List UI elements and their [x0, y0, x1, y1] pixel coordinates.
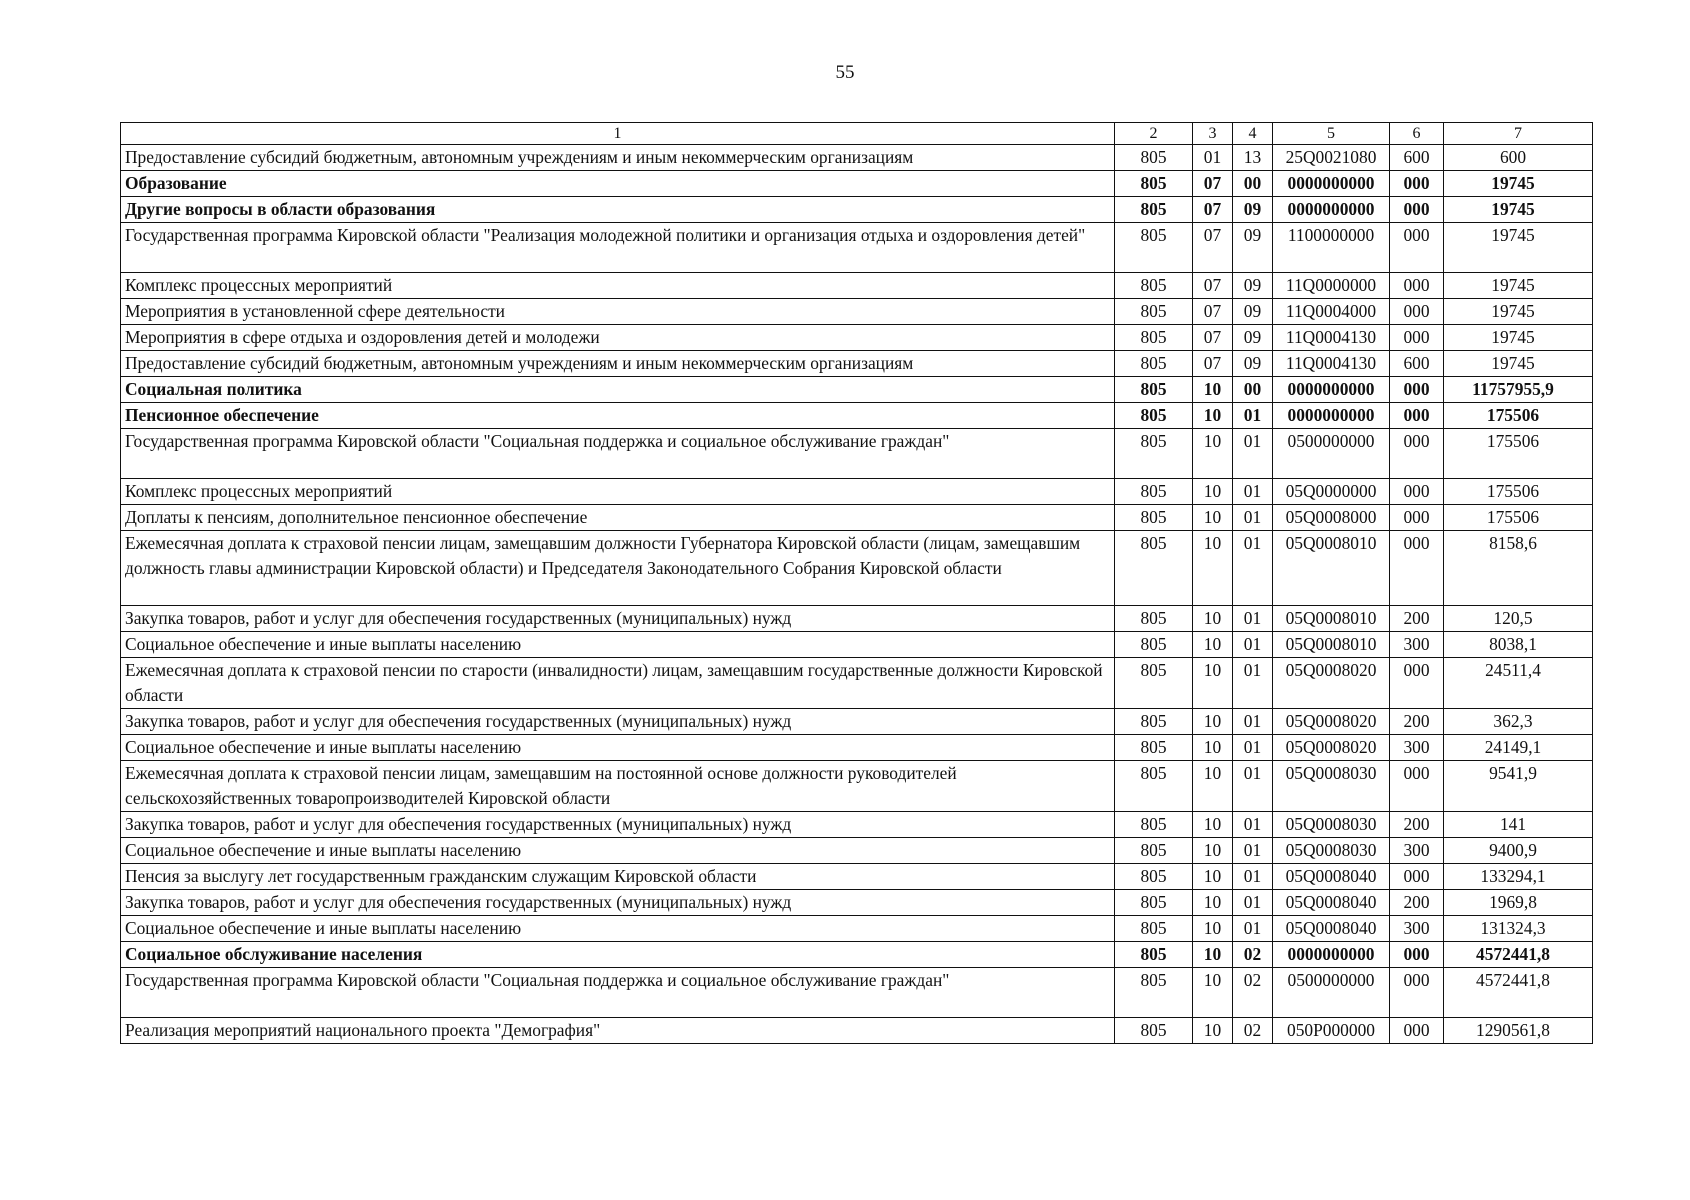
row-subsection-cell: 09 [1233, 223, 1273, 273]
row-name-cell: Закупка товаров, работ и услуг для обеспечения государственных (муниципальных) нужд [121, 606, 1115, 632]
row-expense-type-cell: 300 [1390, 838, 1444, 864]
row-amount-cell: 1969,8 [1444, 890, 1593, 916]
budget-table [120, 122, 1593, 1044]
row-section-cell: 07 [1193, 351, 1233, 377]
row-target-article-cell: 05Q0000000 [1273, 479, 1390, 505]
table-row [121, 606, 1593, 632]
row-section-cell: 10 [1193, 505, 1233, 531]
table-row [121, 916, 1593, 942]
table-row [121, 968, 1593, 1018]
row-amount-cell: 19745 [1444, 223, 1593, 273]
row-expense-type-cell: 000 [1390, 273, 1444, 299]
row-ministry-code-cell: 805 [1115, 812, 1193, 838]
row-target-article-cell: 05Q0008010 [1273, 531, 1390, 606]
row-target-article-cell: 1100000000 [1273, 223, 1390, 273]
row-section-cell: 10 [1193, 968, 1233, 1018]
table-row [121, 403, 1593, 429]
row-ministry-code-cell: 805 [1115, 916, 1193, 942]
row-name-cell: Доплаты к пенсиям, дополнительное пенсионное обеспечение [121, 505, 1115, 531]
row-ministry-code-cell: 805 [1115, 223, 1193, 273]
row-section-cell: 10 [1193, 403, 1233, 429]
row-target-article-cell: 05Q0008020 [1273, 735, 1390, 761]
row-target-article-cell: 11Q0004130 [1273, 325, 1390, 351]
row-subsection-cell: 01 [1233, 658, 1273, 709]
table-row [121, 838, 1593, 864]
row-section-cell: 07 [1193, 223, 1233, 273]
row-subsection-cell: 01 [1233, 429, 1273, 479]
row-subsection-cell: 09 [1233, 325, 1273, 351]
row-section-cell: 07 [1193, 325, 1233, 351]
row-subsection-cell: 02 [1233, 1018, 1273, 1044]
table-row [121, 658, 1593, 709]
row-amount-cell: 175506 [1444, 429, 1593, 479]
row-amount-cell: 24149,1 [1444, 735, 1593, 761]
row-target-article-cell: 0500000000 [1273, 968, 1390, 1018]
row-expense-type-cell: 200 [1390, 890, 1444, 916]
row-section-cell: 07 [1193, 197, 1233, 223]
row-ministry-code-cell: 805 [1115, 299, 1193, 325]
row-expense-type-cell: 200 [1390, 812, 1444, 838]
row-ministry-code-cell: 805 [1115, 709, 1193, 735]
row-ministry-code-cell: 805 [1115, 403, 1193, 429]
row-subsection-cell: 01 [1233, 838, 1273, 864]
table-row [121, 735, 1593, 761]
row-subsection-cell: 01 [1233, 606, 1273, 632]
row-amount-cell: 19745 [1444, 171, 1593, 197]
row-target-article-cell: 05Q0008030 [1273, 761, 1390, 812]
header-cell-4: 4 [1233, 123, 1273, 145]
row-subsection-cell: 01 [1233, 890, 1273, 916]
row-expense-type-cell: 000 [1390, 197, 1444, 223]
row-ministry-code-cell: 805 [1115, 942, 1193, 968]
row-amount-cell: 4572441,8 [1444, 942, 1593, 968]
row-section-cell: 10 [1193, 916, 1233, 942]
table-row [121, 351, 1593, 377]
row-amount-cell: 9541,9 [1444, 761, 1593, 812]
row-amount-cell: 11757955,9 [1444, 377, 1593, 403]
row-amount-cell: 141 [1444, 812, 1593, 838]
row-ministry-code-cell: 805 [1115, 325, 1193, 351]
row-subsection-cell: 01 [1233, 916, 1273, 942]
row-expense-type-cell: 000 [1390, 968, 1444, 1018]
row-name-cell: Другие вопросы в области образования [121, 197, 1115, 223]
row-subsection-cell: 09 [1233, 273, 1273, 299]
row-subsection-cell: 01 [1233, 709, 1273, 735]
row-name-cell: Социальное обеспечение и иные выплаты населению [121, 838, 1115, 864]
table-row [121, 325, 1593, 351]
row-name-cell: Социальное обеспечение и иные выплаты населению [121, 735, 1115, 761]
header-cell-3: 3 [1193, 123, 1233, 145]
row-expense-type-cell: 000 [1390, 1018, 1444, 1044]
row-ministry-code-cell: 805 [1115, 1018, 1193, 1044]
row-expense-type-cell: 000 [1390, 223, 1444, 273]
row-name-cell: Предоставление субсидий бюджетным, автономным учреждениям и иным некоммерческим организациям [121, 145, 1115, 171]
table-row [121, 505, 1593, 531]
row-amount-cell: 4572441,8 [1444, 968, 1593, 1018]
row-ministry-code-cell: 805 [1115, 632, 1193, 658]
row-amount-cell: 19745 [1444, 197, 1593, 223]
table-row [121, 429, 1593, 479]
row-name-cell: Закупка товаров, работ и услуг для обеспечения государственных (муниципальных) нужд [121, 890, 1115, 916]
row-expense-type-cell: 000 [1390, 429, 1444, 479]
row-section-cell: 10 [1193, 890, 1233, 916]
row-name-cell: Мероприятия в сфере отдыха и оздоровления детей и молодежи [121, 325, 1115, 351]
table-row [121, 171, 1593, 197]
row-name-cell: Пенсия за выслугу лет государственным гражданским служащим Кировской области [121, 864, 1115, 890]
row-name-cell: Социальное обслуживание населения [121, 942, 1115, 968]
row-expense-type-cell: 600 [1390, 351, 1444, 377]
row-subsection-cell: 01 [1233, 403, 1273, 429]
row-ministry-code-cell: 805 [1115, 351, 1193, 377]
row-target-article-cell: 0500000000 [1273, 429, 1390, 479]
header-cell-1: 1 [121, 123, 1115, 145]
row-target-article-cell: 05Q0008040 [1273, 890, 1390, 916]
row-subsection-cell: 01 [1233, 761, 1273, 812]
row-name-cell: Ежемесячная доплата к страховой пенсии лицам, замещавшим на постоянной основе должности руководителей сельскохозяйственных товаропроизводителей Кировской области [121, 761, 1115, 812]
row-name-cell: Комплекс процессных мероприятий [121, 479, 1115, 505]
row-ministry-code-cell: 805 [1115, 968, 1193, 1018]
row-target-article-cell: 25Q0021080 [1273, 145, 1390, 171]
row-amount-cell: 1290561,8 [1444, 1018, 1593, 1044]
row-name-cell: Государственная программа Кировской области "Социальная поддержка и социальное обслуживание граждан" [121, 429, 1115, 479]
row-section-cell: 10 [1193, 606, 1233, 632]
row-ministry-code-cell: 805 [1115, 479, 1193, 505]
row-expense-type-cell: 000 [1390, 377, 1444, 403]
row-ministry-code-cell: 805 [1115, 171, 1193, 197]
row-expense-type-cell: 300 [1390, 916, 1444, 942]
row-section-cell: 07 [1193, 171, 1233, 197]
row-subsection-cell: 01 [1233, 735, 1273, 761]
table-row [121, 145, 1593, 171]
row-amount-cell: 120,5 [1444, 606, 1593, 632]
row-section-cell: 10 [1193, 709, 1233, 735]
row-expense-type-cell: 000 [1390, 761, 1444, 812]
row-section-cell: 10 [1193, 377, 1233, 403]
row-section-cell: 10 [1193, 531, 1233, 606]
row-amount-cell: 133294,1 [1444, 864, 1593, 890]
row-target-article-cell: 0000000000 [1273, 403, 1390, 429]
row-ministry-code-cell: 805 [1115, 145, 1193, 171]
row-amount-cell: 175506 [1444, 479, 1593, 505]
row-subsection-cell: 09 [1233, 351, 1273, 377]
row-section-cell: 10 [1193, 942, 1233, 968]
row-section-cell: 10 [1193, 761, 1233, 812]
row-name-cell: Ежемесячная доплата к страховой пенсии лицам, замещавшим должности Губернатора Кировской области (лицам, замещавшим должность главы администрации Кировской области) и Председателя Законодательного Собрания Кировской области [121, 531, 1115, 606]
table-body [121, 123, 1593, 1044]
row-section-cell: 10 [1193, 658, 1233, 709]
row-section-cell: 10 [1193, 735, 1233, 761]
table-row [121, 812, 1593, 838]
row-expense-type-cell: 200 [1390, 709, 1444, 735]
row-target-article-cell: 11Q0004000 [1273, 299, 1390, 325]
row-expense-type-cell: 000 [1390, 505, 1444, 531]
table-row [121, 479, 1593, 505]
row-target-article-cell: 05Q0008030 [1273, 812, 1390, 838]
row-subsection-cell: 01 [1233, 632, 1273, 658]
row-target-article-cell: 050P000000 [1273, 1018, 1390, 1044]
row-name-cell: Государственная программа Кировской области "Социальная поддержка и социальное обслуживание граждан" [121, 968, 1115, 1018]
row-section-cell: 10 [1193, 632, 1233, 658]
row-amount-cell: 131324,3 [1444, 916, 1593, 942]
row-name-cell: Социальное обеспечение и иные выплаты населению [121, 916, 1115, 942]
row-amount-cell: 19745 [1444, 351, 1593, 377]
row-expense-type-cell: 600 [1390, 145, 1444, 171]
table-row [121, 761, 1593, 812]
table-row [121, 273, 1593, 299]
table-row [121, 864, 1593, 890]
row-expense-type-cell: 000 [1390, 864, 1444, 890]
header-cell-2: 2 [1115, 123, 1193, 145]
row-expense-type-cell: 000 [1390, 403, 1444, 429]
header-cell-7: 7 [1444, 123, 1593, 145]
row-ministry-code-cell: 805 [1115, 505, 1193, 531]
row-ministry-code-cell: 805 [1115, 658, 1193, 709]
row-ministry-code-cell: 805 [1115, 761, 1193, 812]
row-expense-type-cell: 000 [1390, 942, 1444, 968]
row-target-article-cell: 05Q0008010 [1273, 632, 1390, 658]
row-subsection-cell: 01 [1233, 812, 1273, 838]
row-ministry-code-cell: 805 [1115, 197, 1193, 223]
row-name-cell: Мероприятия в установленной сфере деятельности [121, 299, 1115, 325]
page-number: 55 [835, 62, 855, 83]
row-section-cell: 10 [1193, 864, 1233, 890]
row-amount-cell: 8038,1 [1444, 632, 1593, 658]
row-target-article-cell: 0000000000 [1273, 171, 1390, 197]
row-section-cell: 10 [1193, 812, 1233, 838]
row-subsection-cell: 01 [1233, 479, 1273, 505]
row-section-cell: 01 [1193, 145, 1233, 171]
row-target-article-cell: 0000000000 [1273, 377, 1390, 403]
row-target-article-cell: 11Q0004130 [1273, 351, 1390, 377]
row-amount-cell: 9400,9 [1444, 838, 1593, 864]
table-row [121, 942, 1593, 968]
row-name-cell: Закупка товаров, работ и услуг для обеспечения государственных (муниципальных) нужд [121, 709, 1115, 735]
row-amount-cell: 600 [1444, 145, 1593, 171]
row-expense-type-cell: 200 [1390, 606, 1444, 632]
row-target-article-cell: 0000000000 [1273, 942, 1390, 968]
table-row [121, 197, 1593, 223]
row-subsection-cell: 00 [1233, 377, 1273, 403]
row-subsection-cell: 09 [1233, 299, 1273, 325]
row-target-article-cell: 05Q0008010 [1273, 606, 1390, 632]
row-section-cell: 10 [1193, 479, 1233, 505]
row-expense-type-cell: 000 [1390, 171, 1444, 197]
row-target-article-cell: 05Q0008030 [1273, 838, 1390, 864]
row-target-article-cell: 05Q0008000 [1273, 505, 1390, 531]
row-ministry-code-cell: 805 [1115, 377, 1193, 403]
table-row [121, 890, 1593, 916]
row-name-cell: Социальное обеспечение и иные выплаты населению [121, 632, 1115, 658]
row-ministry-code-cell: 805 [1115, 531, 1193, 606]
table-row [121, 709, 1593, 735]
row-name-cell: Закупка товаров, работ и услуг для обеспечения государственных (муниципальных) нужд [121, 812, 1115, 838]
row-name-cell: Реализация мероприятий национального проекта "Демография" [121, 1018, 1115, 1044]
row-subsection-cell: 02 [1233, 968, 1273, 1018]
header-cell-5: 5 [1273, 123, 1390, 145]
table-row [121, 223, 1593, 273]
row-name-cell: Государственная программа Кировской области "Реализация молодежной политики и организация отдыха и оздоровления детей" [121, 223, 1115, 273]
row-expense-type-cell: 300 [1390, 632, 1444, 658]
table-row [121, 1018, 1593, 1044]
row-expense-type-cell: 000 [1390, 325, 1444, 351]
row-amount-cell: 24511,4 [1444, 658, 1593, 709]
row-subsection-cell: 01 [1233, 531, 1273, 606]
row-section-cell: 10 [1193, 1018, 1233, 1044]
row-subsection-cell: 13 [1233, 145, 1273, 171]
row-subsection-cell: 09 [1233, 197, 1273, 223]
row-expense-type-cell: 000 [1390, 479, 1444, 505]
row-amount-cell: 19745 [1444, 273, 1593, 299]
row-target-article-cell: 0000000000 [1273, 197, 1390, 223]
row-name-cell: Пенсионное обеспечение [121, 403, 1115, 429]
row-name-cell: Образование [121, 171, 1115, 197]
row-target-article-cell: 05Q0008020 [1273, 709, 1390, 735]
row-ministry-code-cell: 805 [1115, 838, 1193, 864]
row-amount-cell: 19745 [1444, 325, 1593, 351]
row-ministry-code-cell: 805 [1115, 890, 1193, 916]
row-amount-cell: 19745 [1444, 299, 1593, 325]
row-ministry-code-cell: 805 [1115, 735, 1193, 761]
row-amount-cell: 8158,6 [1444, 531, 1593, 606]
table-row [121, 299, 1593, 325]
row-amount-cell: 175506 [1444, 505, 1593, 531]
row-section-cell: 10 [1193, 429, 1233, 479]
table-row [121, 531, 1593, 606]
row-name-cell: Комплекс процессных мероприятий [121, 273, 1115, 299]
row-section-cell: 07 [1193, 273, 1233, 299]
header-cell-6: 6 [1390, 123, 1444, 145]
table-row [121, 632, 1593, 658]
row-subsection-cell: 01 [1233, 864, 1273, 890]
row-name-cell: Ежемесячная доплата к страховой пенсии по старости (инвалидности) лицам, замещавшим государственные должности Кировской области [121, 658, 1115, 709]
row-target-article-cell: 05Q0008040 [1273, 916, 1390, 942]
row-amount-cell: 175506 [1444, 403, 1593, 429]
row-ministry-code-cell: 805 [1115, 273, 1193, 299]
row-expense-type-cell: 300 [1390, 735, 1444, 761]
row-target-article-cell: 05Q0008040 [1273, 864, 1390, 890]
row-expense-type-cell: 000 [1390, 658, 1444, 709]
row-amount-cell: 362,3 [1444, 709, 1593, 735]
row-ministry-code-cell: 805 [1115, 864, 1193, 890]
row-subsection-cell: 02 [1233, 942, 1273, 968]
row-expense-type-cell: 000 [1390, 299, 1444, 325]
row-expense-type-cell: 000 [1390, 531, 1444, 606]
row-target-article-cell: 11Q0000000 [1273, 273, 1390, 299]
row-section-cell: 10 [1193, 838, 1233, 864]
row-name-cell: Предоставление субсидий бюджетным, автономным учреждениям и иным некоммерческим организациям [121, 351, 1115, 377]
row-subsection-cell: 01 [1233, 505, 1273, 531]
row-ministry-code-cell: 805 [1115, 429, 1193, 479]
row-subsection-cell: 00 [1233, 171, 1273, 197]
row-section-cell: 07 [1193, 299, 1233, 325]
row-ministry-code-cell: 805 [1115, 606, 1193, 632]
row-target-article-cell: 05Q0008020 [1273, 658, 1390, 709]
table-row [121, 377, 1593, 403]
table-header-row [121, 123, 1593, 145]
row-name-cell: Социальная политика [121, 377, 1115, 403]
